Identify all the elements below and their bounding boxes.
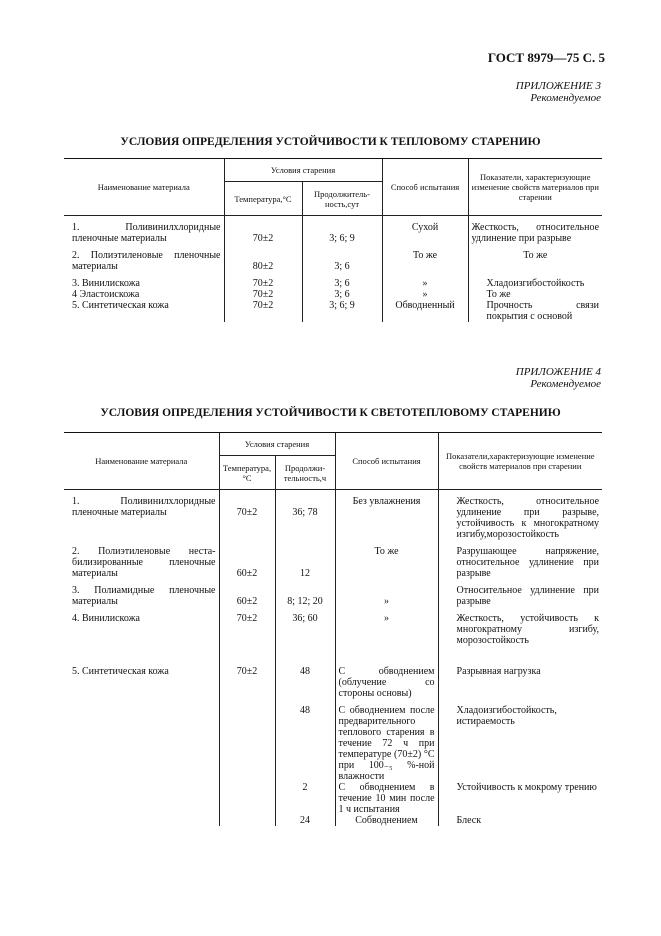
- table-cell: »: [335, 613, 438, 646]
- table-cell: 3; 6; 9: [302, 300, 382, 322]
- col-indicators: Показатели,характеризующие изменение свойств материалов при старении: [438, 433, 602, 490]
- table-cell: Прочность связи покрытия с основой: [468, 300, 602, 322]
- table-cell: То же: [382, 250, 468, 272]
- table-cell: 70±2: [224, 300, 302, 322]
- table-cell: Разрывная нагрузка: [438, 666, 602, 699]
- table-cell: Жесткость, относительное удлинение при разрыве: [468, 222, 602, 244]
- table-cell: 70±2: [224, 278, 302, 289]
- table-cell: [335, 646, 438, 666]
- appendix3-label-block: [516, 80, 601, 104]
- table-cell: »: [382, 278, 468, 289]
- table-cell: 3; 6: [302, 250, 382, 272]
- table-cell: 48: [275, 705, 335, 782]
- table-cell: С обводнением (облучение со стороны основы): [335, 666, 438, 699]
- appendix3-table: [64, 158, 602, 322]
- table-cell: С обводнением после предварительного теплового старения в течение 72 ч при температуре (70±2) °С при 100₋₅ %-ной влажности: [335, 705, 438, 782]
- table-cell: 1. Поливинилхлоридные пленочные материалы: [72, 496, 216, 518]
- table-cell: 36; 60: [275, 613, 335, 646]
- table-cell: 70±2: [219, 613, 275, 646]
- table-cell: Блеск: [438, 815, 602, 826]
- appendix4-table: [64, 432, 602, 826]
- col-method: Способ испытания: [335, 433, 438, 490]
- table-cell: [219, 705, 275, 782]
- table-cell: То же: [468, 250, 602, 272]
- table-cell: [275, 646, 335, 666]
- table-cell: 70±2: [224, 289, 302, 300]
- table-cell: То же: [335, 546, 438, 579]
- appendix4-label-block: [516, 366, 601, 390]
- table-cell: 5. Синтетическая кожа: [72, 666, 169, 677]
- table-cell: 70±2: [219, 666, 275, 699]
- appendix4-label: ПРИЛОЖЕНИЕ 4: [515, 366, 601, 378]
- table-row: [64, 278, 602, 289]
- table-cell: 12: [275, 546, 335, 579]
- table-row: [64, 289, 602, 300]
- table-cell: 36; 78: [275, 496, 335, 540]
- appendix3-label: ПРИЛОЖЕНИЕ 3: [515, 80, 601, 92]
- table-cell: 3. Винилискожа: [72, 278, 140, 289]
- table-cell: 80±2: [224, 250, 302, 272]
- table-cell: 60±2: [219, 546, 275, 579]
- col-conditions: Условия старения: [219, 433, 335, 456]
- appendix4-title: УСЛОВИЯ ОПРЕДЕЛЕНИЯ УСТОЙЧИВОСТИ К СВЕТОТЕПЛОВОМУ СТАРЕНИЮ: [100, 407, 561, 419]
- table-cell: 1. Поливинилхлоридные пленочные материалы: [72, 222, 221, 244]
- table-cell: Собводнением: [335, 815, 438, 826]
- col-duration: Продолжительность,сут: [302, 182, 382, 216]
- table-row: [64, 585, 602, 607]
- table-cell: 3; 6: [302, 278, 382, 289]
- col-indicators: Показатели, характеризующие изменение свойств материалов при старении: [468, 159, 602, 216]
- table-cell: 2. Полиэтиленовые нестабилизированные пленочные материалы: [72, 546, 216, 579]
- appendix4-note: Рекомендуемое: [530, 378, 601, 390]
- table-row: [64, 782, 602, 815]
- table-row: [64, 613, 602, 646]
- table-cell: 2. Полиэтиленовые пленочные материалы: [72, 250, 221, 272]
- table-cell: [219, 782, 275, 815]
- table-cell: »: [335, 585, 438, 607]
- table-cell: 24: [275, 815, 335, 826]
- table-row: [64, 666, 602, 699]
- appendix3-title: УСЛОВИЯ ОПРЕДЕЛЕНИЯ УСТОЙЧИВОСТИ К ТЕПЛОВОМУ СТАРЕНИЮ: [120, 136, 541, 148]
- table-cell: Относительное удлинение при разрыве: [438, 585, 602, 607]
- table-cell: »: [382, 289, 468, 300]
- table-cell: Хладоизгибостойкость, истираемость: [438, 705, 602, 782]
- table-cell: Без увлажнения: [335, 496, 438, 540]
- table-cell: [64, 815, 219, 826]
- table-cell: Жесткость, относительное удлинение при разрыве, устойчивость к многократному изгибу,морозостойкость: [438, 496, 602, 540]
- appendix3-note: Рекомендуемое: [530, 92, 601, 104]
- table-row: [64, 815, 602, 826]
- table-row: [64, 546, 602, 579]
- table-cell: 48: [275, 666, 335, 699]
- col-method: Способ испытания: [382, 159, 468, 216]
- table-cell: 2: [275, 782, 335, 815]
- table-cell: [64, 782, 219, 815]
- table-cell: Хладоизгибостойкость: [468, 278, 602, 289]
- col-material: Наименование материала: [64, 159, 224, 216]
- table-cell: 70±2: [219, 496, 275, 540]
- table-cell: [438, 646, 602, 666]
- table-cell: Жесткость, устойчивость к многократному изгибу, морозостойкость: [438, 613, 602, 646]
- table-cell: 3; 6; 9: [302, 222, 382, 244]
- table-cell: [64, 705, 219, 782]
- table-cell: [64, 646, 219, 666]
- table-cell: С обводнением в течение 10 мин после 1 ч испытания: [335, 782, 438, 815]
- col-material: Наименование материала: [64, 433, 219, 490]
- col-duration: Продолжительность,ч: [275, 456, 335, 490]
- col-temperature: Температура,°С: [224, 182, 302, 216]
- table-cell: 8; 12; 20: [275, 585, 335, 607]
- table-cell: [219, 815, 275, 826]
- page-header: ГОСТ 8979—75 С. 5: [487, 50, 605, 65]
- table-cell: [219, 646, 275, 666]
- table-row: [64, 250, 602, 272]
- table-cell: Обводненный: [382, 300, 468, 322]
- table-cell: 3; 6: [302, 289, 382, 300]
- table-row: [64, 496, 602, 540]
- table-row: [64, 300, 602, 322]
- table-cell: 4 Эластоискожа: [72, 289, 140, 300]
- table-cell: 3. Полиамидные пленочные материалы: [72, 585, 216, 607]
- table-cell: 5. Синтетическая кожа: [72, 300, 169, 311]
- table-row: [64, 705, 602, 782]
- table-cell: Сухой: [382, 222, 468, 244]
- table-cell: 70±2: [224, 222, 302, 244]
- table-row: [64, 222, 602, 244]
- table-cell: 4. Винилискожа: [72, 613, 140, 624]
- table-cell: Устойчивость к мокрому трению: [438, 782, 602, 815]
- col-conditions: Условия старения: [224, 159, 382, 182]
- col-temperature: Температура,°С: [219, 456, 275, 490]
- table-cell: Разрушающее напряжение, относительное удлинение при разрыве: [438, 546, 602, 579]
- table-cell: 60±2: [219, 585, 275, 607]
- table-cell: То же: [468, 289, 602, 300]
